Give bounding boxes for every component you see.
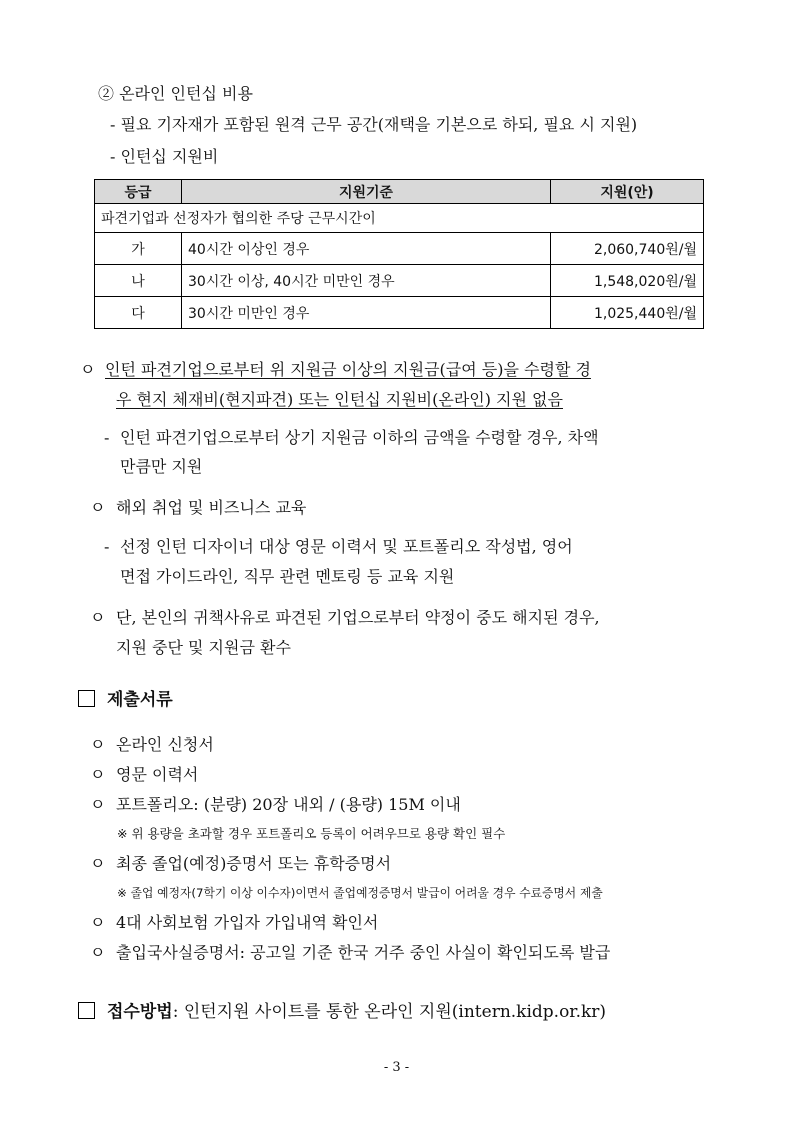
criteria-cell: 40시간 이상인 경우 [182, 233, 551, 265]
table-header-row [95, 180, 704, 204]
doc-item: 출입국사실증명서: 공고일 기준 한국 거주 중인 사실이 확인되도록 발급 [116, 943, 611, 962]
note-3-line-1: 단, 본인의 귀책사유로 파견된 기업으로부터 약정이 중도 해지된 경우, [116, 608, 600, 627]
grade-cell: 나 [95, 265, 182, 297]
apply-heading: 접수방법 [107, 1002, 173, 1022]
bullet-marker: ㅇ [90, 498, 106, 517]
apply-text: : 인턴지원 사이트를 통한 온라인 지원(intern.kidp.or.kr) [172, 1002, 607, 1022]
note-3-line-2: 지원 중단 및 지원금 환수 [116, 638, 291, 657]
amount-cell: 1,025,440원/월 [551, 297, 704, 329]
doc-item: 온라인 신청서 [116, 735, 214, 754]
note-1-line-1: 인턴 파견기업으로부터 위 지원금 이상의 지원금(급여 등)을 수령할 경 [105, 360, 591, 379]
bullet-marker: ㅇ [90, 854, 106, 873]
apply-section [78, 1001, 606, 1023]
col-header-grade: 등급 [95, 180, 182, 204]
table-row [95, 233, 704, 265]
criteria-cell: 30시간 미만인 경우 [182, 297, 551, 329]
intern-support-line: - 인턴십 지원비 [110, 147, 219, 166]
amount-cell: 1,548,020원/월 [551, 265, 704, 297]
docs-heading [78, 689, 173, 711]
note-1-sub-line-1: 인턴 파견기업으로부터 상기 지원금 이하의 금액을 수령할 경우, 차액 [120, 428, 599, 447]
doc-item: 포트폴리오: (분량) 20장 내외 / (용량) 15M 이내 [116, 795, 461, 814]
portfolio-note: ※ 위 용량을 초과할 경우 포트폴리오 등록이 어려우므로 용량 확인 필수 [117, 826, 506, 841]
bullet-marker: ㅇ [90, 765, 106, 784]
support-table [94, 179, 704, 329]
amount-cell: 2,060,740원/월 [551, 233, 704, 265]
bullet-marker: ㅇ [90, 608, 106, 627]
col-header-amount: 지원(안) [551, 180, 704, 204]
bullet-marker: ㅇ [90, 735, 106, 754]
note-2-sub-line-2: 면접 가이드라인, 직무 관련 멘토링 등 교육 지원 [120, 567, 455, 586]
graduation-note: ※ 졸업 예정자(7학기 이상 이수자)이면서 졸업예정증명서 발급이 어려울 경우 수료증명서 제출 [117, 886, 603, 900]
doc-item: 영문 이력서 [116, 765, 199, 784]
page-number: - 3 - [383, 1060, 410, 1075]
bullet-marker: ㅇ [90, 913, 106, 932]
checkbox-square-icon [78, 690, 95, 707]
dash-marker: - [104, 428, 110, 447]
bullet-marker: ㅇ [90, 943, 106, 962]
docs-heading-text: 제출서류 [107, 690, 173, 710]
remote-space-line: - 필요 기자재가 포함된 원격 근무 공간(재택을 기본으로 하되, 필요 시 지원) [110, 115, 638, 134]
doc-item: 4대 사회보험 가입자 가입내역 확인서 [116, 913, 379, 932]
table-row [95, 265, 704, 297]
doc-item: 최종 졸업(예정)증명서 또는 휴학증명서 [116, 854, 392, 873]
checkbox-square-icon [78, 1002, 95, 1019]
grade-cell: 가 [95, 233, 182, 265]
criteria-cell: 30시간 이상, 40시간 미만인 경우 [182, 265, 551, 297]
table-span-row [95, 204, 704, 233]
span-row-text: 파견기업과 선정자가 협의한 주당 근무시간이 [95, 204, 704, 233]
online-cost-title: ② 온라인 인턴십 비용 [98, 84, 253, 103]
note-1-sub-line-2: 만큼만 지원 [120, 457, 203, 476]
note-2-sub-line-1: 선정 인턴 디자이너 대상 영문 이력서 및 포트폴리오 작성법, 영어 [120, 537, 573, 556]
note-1-line-2: 우 현지 체재비(현지파견) 또는 인턴십 지원비(온라인) 지원 없음 [116, 390, 563, 409]
table-row [95, 297, 704, 329]
dash-marker: - [104, 537, 110, 556]
note-2-text: 해외 취업 및 비즈니스 교육 [116, 498, 307, 517]
grade-cell: 다 [95, 297, 182, 329]
col-header-criteria: 지원기준 [182, 180, 551, 204]
bullet-marker: ㅇ [80, 360, 96, 379]
bullet-marker: ㅇ [90, 795, 106, 814]
